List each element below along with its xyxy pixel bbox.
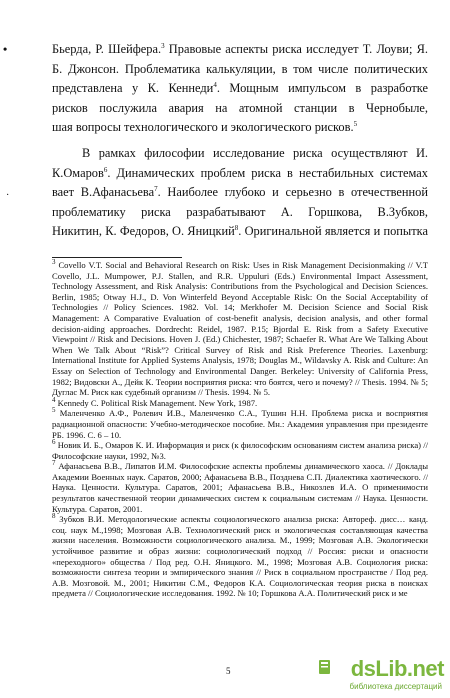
footnote-number: 4	[52, 395, 56, 404]
text-segment: Б. Джонсон. Проблематика калькуляции, в том числе политических	[52, 61, 428, 76]
text-line	[52, 203, 428, 223]
page-number: 5	[226, 666, 231, 676]
footnote	[52, 440, 428, 461]
footnote-ref[interactable]: 8	[234, 224, 239, 233]
text-segment: . Динамических проблем риска в нестабильных системах	[107, 165, 428, 180]
text-segment: Никитин, К. Федоров, О. Яницкий	[52, 224, 235, 239]
scan-edge-mark: ·	[6, 190, 10, 201]
watermark-logo: dsLib.net	[350, 656, 444, 681]
text-segment: проблематику риска разрабатывают А. Горшкова, В.Зубков,	[52, 204, 428, 219]
footnote	[52, 514, 428, 599]
text-line	[52, 183, 428, 203]
text-segment: . Оригинальной является и попытка	[238, 224, 428, 239]
footnote-text: Kennedy C. Political Risk Management. New York, 1987.	[55, 397, 258, 408]
text-line	[52, 118, 428, 138]
text-segment: К.Омаров	[52, 165, 104, 180]
footnote-number: 3	[52, 258, 56, 267]
footnote-number: 8	[52, 512, 56, 521]
text-segment: Правовые аспекты риска исследует Т. Лоуви; Я.	[168, 42, 428, 56]
footnotes	[52, 260, 428, 599]
text-line	[52, 222, 428, 242]
text-line	[52, 79, 428, 99]
footnote-ref[interactable]: 4	[213, 81, 217, 90]
text-line	[52, 164, 428, 184]
text-line	[52, 60, 428, 80]
text-segment: шая вопросы технологического и экологического рисков.	[52, 120, 354, 135]
footnote-text: Covello V.T. Social and Behavioral Research on Risk: Uses in Risk Management Decisionmaking // V.T Covello, J.L. Mumpower, P.J. Stallen, and R.R. Uppuluri (Eds.) Environmental Impact Assessment, Technology Assessment, and Risk Analysis: Contributions from the Psychological and Decision Sciences. Berlin, 1985; Otway H.J., D. Von Winterfeld Beyond Acceptable Risk: On the Social Acceptability of Technologies // Policy Sciences. 1982. Vol. 14; Merkhofer M. Decision Science and Social Risk Management: A Comparative Evaluation of cost-benefit analysis, decision analysis, and other formal decision-aiding approaches. Dordrecht: Reidel, 1987. P.15; Bjordal E. Risk from a Safety Executive Viewpoint // Risk and Decisions. Hoven J. (Ed.) Chichester, 1987; Schaefer R. What Are We Talking About When We Talk About “Risk”? Critical Survey of Risk and Risk Preference Theories. Laxenburg: International Institute for Applied Systems Analysis, 1978; Douglas M., Wildavsky A. Risk and Culture: An Essay on Selection of Technology and Environmental Danger. Berkeley: University of California Press, 1982; Видовски А., Дейк К. Теории восприятия риска: что боятся, чего и почему? // Thesis. 1994. № 5; Дуглас М. Риск как судебный организм // Thesis. 1994. № 5.	[52, 260, 428, 398]
footnote-separator	[52, 257, 182, 258]
text-line	[52, 40, 428, 60]
book-icon	[318, 658, 332, 676]
footnote-text: Зубков В.И. Методологические аспекты социологического анализа риска: Автореф. дисс… канд. соц. наук М.,1998; Мозговая А.В. Технологический риск и экологическая составляющая качества жизни населения. Возможности социологического анализа. М., 1999; Мозговая А.В. Экологически устойчивое развитие и образ жизни: социологический подход // Россия: риски и опасности «переходного» общества / Под ред. О.Н. Яницкого. М., 1998; Мозговая А.В. Социология риска: возможности синтеза теории и эмпирического знания // Риск в социальном пространстве / Под ред. А.В. Мозговой. М., 2001; Никитин С.М., Федоров К.А. Социологическая теория риска в поисках предмета // Социологические исследования. 1992. № 10; Горшкова А.А. Политический риск и ме	[52, 514, 428, 599]
footnote-ref[interactable]: 7	[154, 185, 158, 194]
text-segment: . Мощным импульсом в разработке	[216, 81, 428, 96]
footnote	[52, 461, 428, 514]
text-segment: В рамках философии исследование риска осуществляют И.	[82, 145, 428, 160]
text-segment: представлена у К. Кеннеди	[52, 81, 214, 96]
watermark-subtitle: библиотека диссертаций	[349, 682, 442, 691]
watermark[interactable]	[334, 656, 444, 694]
footnote-number: 6	[52, 438, 56, 447]
footnote-text: Афанасьева В.В., Липатов И.М. Философские аспекты проблемы динамического хаоса. // Доклады Академии Военных наук. Саратов, 2000; Афанасьева В.В., Позднева С.П. Диалектика хаотического. // Наука. Ценности. Культура. Саратов, 2001; Афанасьева В.В., Никозлев И.А. О применимости результатов качественной теории динамических систем к социальным системам // Наука. Ценности. Культура. Саратов, 2001.	[52, 461, 428, 514]
text-line	[52, 144, 428, 164]
footnote-ref[interactable]: 6	[103, 165, 108, 174]
footnote-number: 5	[52, 406, 56, 415]
text-segment: . Наиболее глубоко и серьезно в отечественной	[157, 185, 428, 200]
body-text	[52, 40, 428, 242]
scan-edge-mark: •	[3, 42, 8, 56]
text-line	[52, 99, 428, 119]
footnote	[52, 395, 428, 409]
footnote-number: 7	[52, 459, 56, 468]
footnote-ref[interactable]: 5	[353, 120, 358, 129]
footnote	[52, 260, 428, 398]
text-segment: Бьерда, Р. Шейфера.	[52, 42, 162, 56]
text-segment: вает В.Афанасьева	[52, 185, 155, 200]
text-segment: рисков послужила авария на атомной станции в Чернобыле,	[52, 100, 428, 115]
footnote-text: Новик И. Б., Омаров К. И. Информация и риск (к философским основаниям систем анализа риска) // Философские науки, 1992, №3.	[52, 440, 428, 461]
footnote-ref[interactable]: 3	[161, 41, 165, 50]
footnote	[52, 408, 428, 440]
footnote-text: Маленченко А.Ф., Ролевич И.В., Маленченко С.А., Тушин Н.Н. Проблема риска и восприятия радиационной опасности: Учебно-методическое пособие. Мн.: Академия управления при президенте РБ. 1996. С. 6 – 10.	[52, 408, 428, 440]
